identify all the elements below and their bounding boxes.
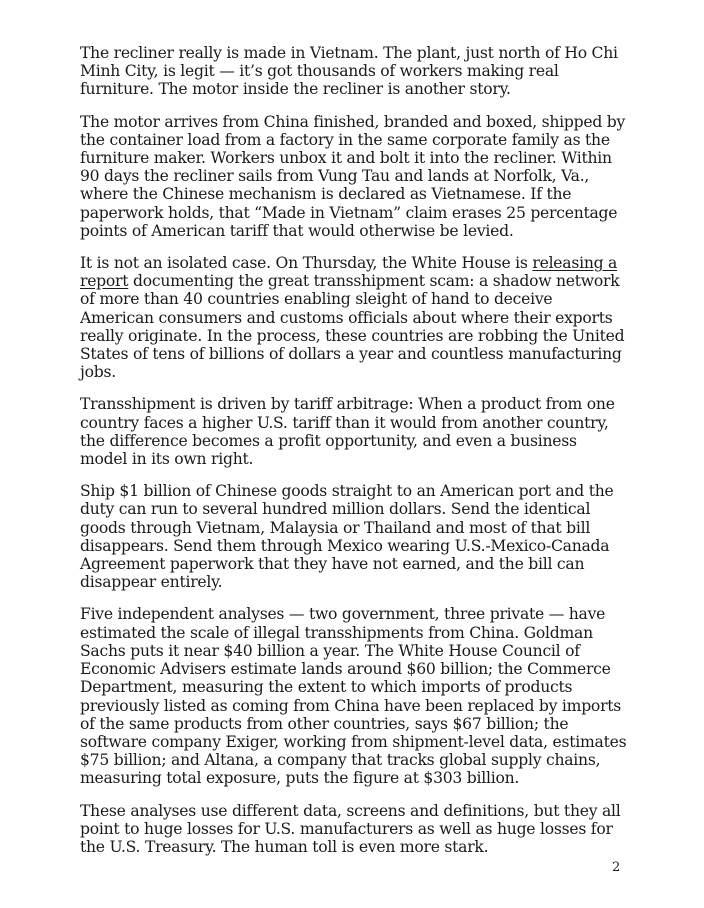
paragraph-text: The motor arrives from China finished, branded and boxed, shipped by the container load from a factory in the same corporate family as the furniture maker. Workers unbox it and bolt it into the recliner. Within 90 days the recliner sails from Vung Tau and lands at Norfolk, Va., where the Chinese mechanism is declared as Vietnamese. If the paperwork holds, that “Made in Vietnam” claim erases 25 percentage points of American tariff that would otherwise be levied. (80, 112, 626, 240)
paragraph-text: Five independent analyses — two government, three private — have estimated the scale of illegal transshipments from China. Goldman Sachs puts it near $40 billion a year. The White House Council of Economic Advisers estimate lands around $60 billion; the Commerce Department, measuring the extent to which imports of products previously listed as coming from China have been replaced by imports of the same products from other countries, says $67 billion; the software company Exiger, working from shipment-level data, estimates $75 billion; and Altana, a company that tracks global supply chains, measuring total exposure, puts the figure at $303 billion. (80, 605, 627, 788)
page-number: 2 (612, 860, 621, 875)
paragraph-text: Transshipment is driven by tariff arbitrage: When a product from one country faces a higher U.S. tariff than it would from another country, the difference becomes a profit opportunity, and even a business model in its own right. (80, 395, 615, 469)
paragraph (80, 395, 628, 468)
paragraph (80, 802, 628, 857)
paragraph-text: These analyses use different data, screens and definitions, but they all point to huge losses for U.S. manufacturers as well as huge losses for the U.S. Treasury. The human toll is even more stark. (80, 801, 621, 856)
report-link[interactable]: releasing a report (80, 254, 618, 291)
paragraph-text: Ship $1 billion of Chinese goods straight to an American port and the duty can run to several hundred million dollars. Send the identical goods through Vietnam, Malaysia or Thailand and most of that bill disappears. Send them through Mexico wearing U.S.-Mexico-Canada Agreement paperwork that they have not earned, and the bill can disappear entirely. (80, 482, 614, 592)
paragraph-text: The recliner really is made in Vietnam. The plant, just north of Ho Chi Minh City, is legit — it’s got thousands of workers making real furniture. The motor inside the recliner is another story. (80, 44, 618, 99)
paragraph-text-before-link: It is not an isolated case. On Thursday, the White House is (80, 254, 533, 273)
paragraph (80, 44, 628, 99)
article-body (80, 44, 628, 870)
paragraph (80, 605, 628, 787)
paragraph-text-after-link: documenting the great transshipment scam: a shadow network of more than 40 countries enabling sleight of hand to deceive American consumers and customs officials about where their exports really originate. In the process, these countries are robbing the United States of tens of billions of dollars a year and countless manufacturing jobs. (80, 272, 625, 382)
paragraph (80, 254, 628, 381)
paragraph (80, 113, 628, 240)
paragraph (80, 482, 628, 591)
